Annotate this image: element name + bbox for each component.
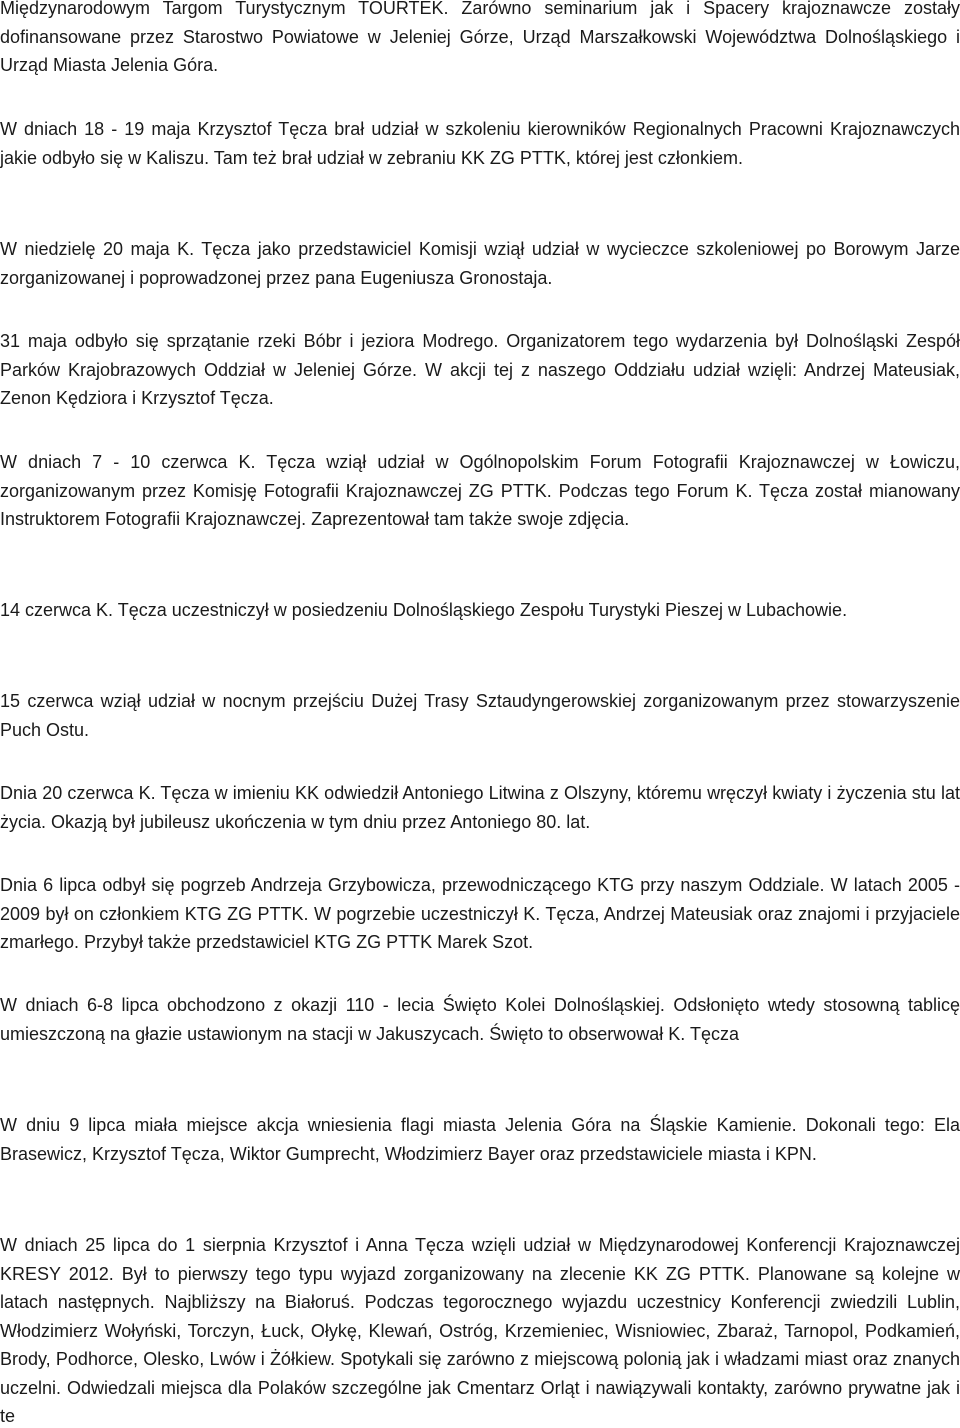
paragraph-litwin-visit: Dnia 20 czerwca K. Tęcza w imieniu KK odwiedził Antoniego Litwina z Olszyny, któremu wręczył kwiaty i życzenia stu lat życia. Okazją był jubileusz ukończenia w tym dniu przez Antoniego 80. lat.	[0, 783, 960, 832]
paragraph-river-cleanup: 31 maja odbyło się sprzątanie rzeki Bóbr i jeziora Modrego. Organizatorem tego wydarzenia był Dolnośląski Zespół Parków Krajobrazowych Oddział w Jeleniej Górze. W akcji tej z naszego Oddziału udział wzięli: Andrzej Mateusiak, Zenon Kędziora i Krzysztof Tęcza.	[0, 331, 960, 408]
paragraph-railway-festival: W dniach 6-8 lipca obchodzono z okazji 110 - lecia Święto Kolei Dolnośląskiej. Odsłonięto wtedy stosowną tablicę umieszczoną na głazie ustawionym na stacji w Jakuszycach. Święto to obserwował K. Tęcza	[0, 995, 960, 1044]
paragraph-tourtek-funding: Międzynarodowym Targom Turystycznym TOURTEK. Zarówno seminarium jak i Spacery krajoznawcze zostały dofinansowane przez Starostwo Powiatowe w Jeleniej Górze, Urząd Marszałkowski Województwa Dolnośląskiego i Urząd Miasta Jelenia Góra.	[0, 0, 960, 75]
paragraph-funeral: Dnia 6 lipca odbył się pogrzeb Andrzeja Grzybowicza, przewodniczącego KTG przy naszym Oddziale. W latach 2005 - 2009 był on członkiem KTG ZG PTTK. W pogrzebie uczestniczył K. Tęcza, Andrzej Mateusiak oraz znajomi i przyjaciele zmarłego. Przybył także przedstawiciel KTG ZG PTTK Marek Szot.	[0, 875, 960, 952]
paragraph-kalisz-training: W dniach 18 - 19 maja Krzysztof Tęcza brał udział w szkoleniu kierowników Regionalnych Pracowni Krajoznawczych jakie odbyło się w Kaliszu. Tam też brał udział w zebraniu KK ZG PTTK, której jest członkiem.	[0, 119, 960, 168]
paragraph-flag-action: W dniu 9 lipca miała miejsce akcja wniesienia flagi miasta Jelenia Góra na Śląskie Kamienie. Dokonali tego: Ela Brasewicz, Krzysztof Tęcza, Wiktor Gumprecht, Włodzimierz Bayer oraz przedstawiciele miasta i KPN.	[0, 1115, 960, 1164]
paragraph-borowy-jar-trip: W niedzielę 20 maja K. Tęcza jako przedstawiciel Komisji wziął udział w wycieczce szkoleniowej po Borowym Jarze zorganizowanej i poprowadzonej przez pana Eugeniusza Gronostaja.	[0, 239, 960, 288]
paragraph-photo-forum: W dniach 7 - 10 czerwca K. Tęcza wziął udział w Ogólnopolskim Forum Fotografii Krajoznawczej w Łowiczu, zorganizowanym przez Komisję Fotografii Krajoznawczej ZG PTTK. Podczas tego Forum K. Tęcza został mianowany Instruktorem Fotografii Krajoznawczej. Zaprezentował tam także swoje zdjęcia.	[0, 452, 960, 529]
paragraph-night-walk: 15 czerwca wziął udział w nocnym przejściu Dużej Trasy Sztaudyngerowskiej zorganizowanym przez stowarzyszenie Puch Ostu.	[0, 691, 960, 740]
paragraph-lubachow-meeting: 14 czerwca K. Tęcza uczestniczył w posiedzeniu Dolnośląskiego Zespołu Turystyki Pieszej w Lubachowie.	[0, 600, 848, 620]
paragraph-kresy-conference: W dniach 25 lipca do 1 sierpnia Krzysztof i Anna Tęcza wzięli udział w Międzynarodowej Konferencji Krajoznawczej KRESY 2012. Był to pierwszy tego typu wyjazd zorganizowany na zlecenie KK ZG PTTK. Planowane są kolejne w latach następnych. Najbliższy na Białoruś. Podczas tegorocznego wyjazdu uczestnicy Konferencji zwiedzili Lublin, Włodzimierz Wołyński, Torczyn, Łuck, Ołykę, Klewań, Ostróg, Krzemieniec, Wisniowiec, Zbaraż, Tarnopol, Podkamień, Brody, Podhorce, Olesko, Lwów i Żółkiew. Spotykali się zarówno z miejscową polonią jak i władzami miast oraz znanych uczelni. Odwiedzali miejsca dla Polaków szczególne jak Cmentarz Orląt i nawiązywali kontakty, zarówno prywatne jak i te	[0, 1235, 960, 1426]
